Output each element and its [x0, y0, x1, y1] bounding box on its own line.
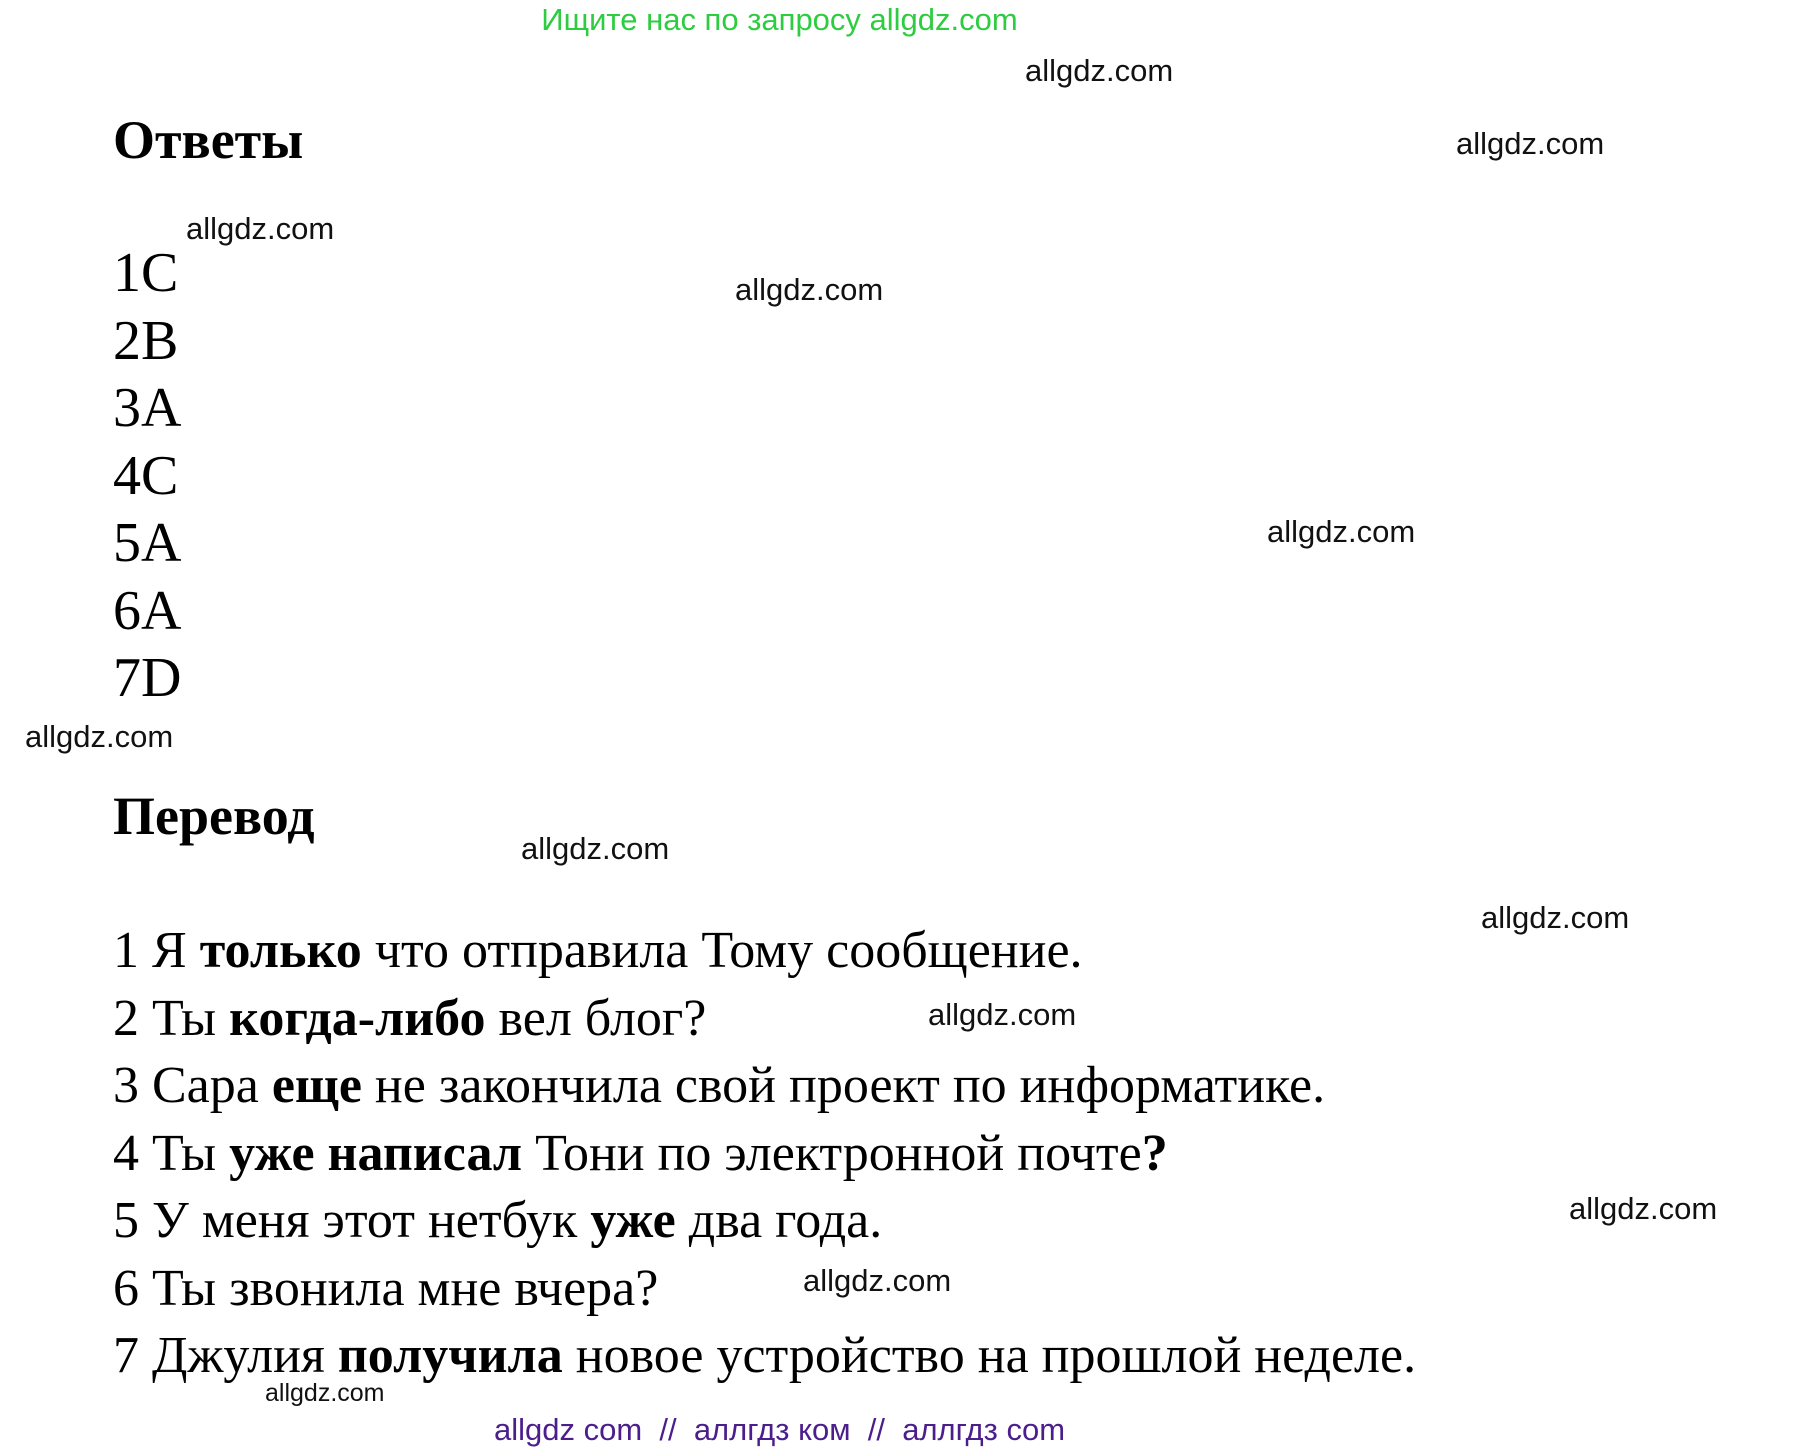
watermark: allgdz.com — [803, 1263, 952, 1298]
translation-text: вел блог? — [485, 989, 707, 1047]
watermark: allgdz.com — [1569, 1191, 1718, 1226]
answers-heading: Ответы — [113, 110, 304, 170]
translation-item — [113, 917, 1416, 985]
bottom-banner — [0, 1412, 1799, 1448]
translation-emphasis: уже — [590, 1192, 676, 1249]
answer-item: 1C — [113, 242, 179, 304]
translation-item — [113, 985, 1416, 1053]
translation-text: что отправила Тому сообщение. — [361, 922, 1083, 979]
watermark: allgdz.com — [521, 831, 670, 866]
translation-emphasis: когда-либо — [229, 989, 486, 1047]
translation-emphasis: получила — [337, 1327, 563, 1384]
answer-item: 7D — [113, 647, 182, 709]
translation-heading: Перевод — [113, 786, 315, 846]
translation-item — [113, 1255, 1416, 1323]
translation-text: 5 У меня этот нетбук — [113, 1192, 591, 1249]
translation-item — [113, 1052, 1416, 1120]
translations-list — [113, 917, 1416, 1390]
watermark: allgdz.com — [928, 997, 1077, 1032]
translation-text: 7 Джулия — [113, 1327, 338, 1384]
translation-emphasis: еще — [271, 1057, 362, 1114]
answer-item: 6A — [113, 579, 182, 642]
watermark: allgdz.com — [186, 211, 335, 246]
answers-list — [113, 240, 181, 713]
answer-item: 5A — [113, 512, 182, 574]
answer-item: 4C — [113, 444, 179, 507]
translation-text: Тони по электронной почте — [522, 1124, 1142, 1182]
translation-item — [113, 1187, 1416, 1255]
watermark: allgdz.com — [1267, 514, 1416, 549]
answer-item: 2B — [113, 309, 179, 372]
watermark: allgdz.com — [25, 719, 174, 754]
translation-text: 3 Сара — [113, 1057, 272, 1114]
watermark: allgdz.com — [1456, 126, 1605, 161]
watermark: allgdz.com — [265, 1379, 385, 1407]
bottom-banner-text: allgdz com // аллгдз ком // аллгдз com — [493, 1412, 1066, 1447]
answer-item: 3A — [113, 377, 182, 439]
translation-text: 1 Я — [113, 922, 200, 979]
translation-emphasis: уже написал — [229, 1124, 523, 1182]
translation-text: 2 Ты — [113, 989, 230, 1047]
translation-text: два года. — [675, 1192, 883, 1249]
watermark: allgdz.com — [735, 272, 884, 307]
translation-item — [113, 1322, 1416, 1390]
translation-item — [113, 1120, 1416, 1188]
translation-emphasis: ? — [1141, 1124, 1168, 1182]
watermark: allgdz.com — [1025, 53, 1174, 88]
top-banner — [0, 2, 1799, 38]
watermark: allgdz.com — [1481, 900, 1630, 935]
translation-text: 6 Ты звонила мне вчера? — [113, 1259, 659, 1317]
translation-text: не закончила свой проект по информатике. — [361, 1057, 1326, 1114]
translation-text: новое устройство на прошлой неделе. — [562, 1327, 1417, 1384]
translation-emphasis: только — [199, 922, 362, 979]
top-banner-text: Ищите нас по запросу allgdz.com — [541, 2, 1018, 37]
translation-text: 4 Ты — [113, 1124, 230, 1182]
